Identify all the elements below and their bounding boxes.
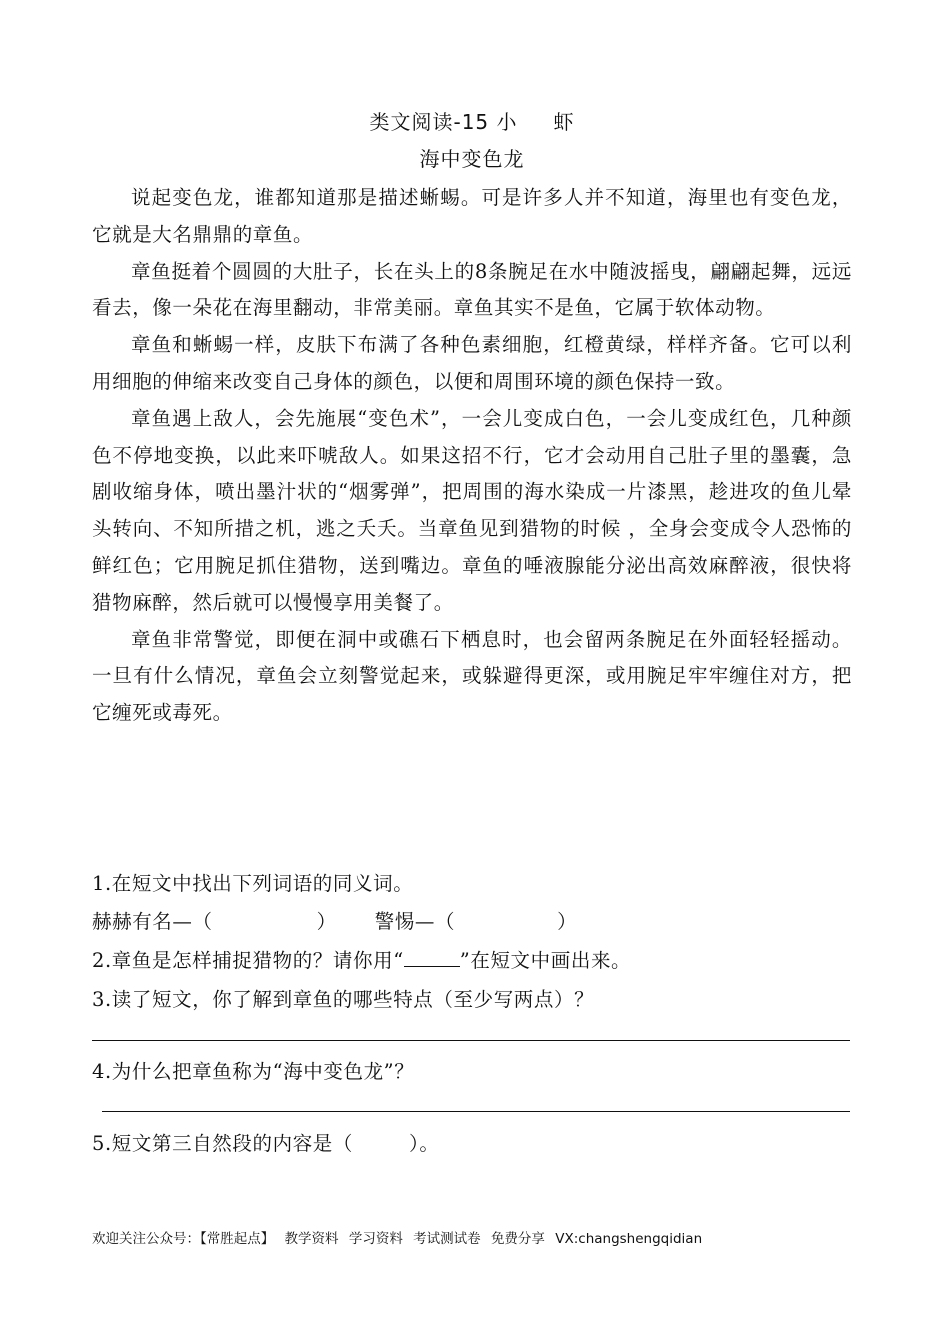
article-title: 海中变色龙 bbox=[419, 147, 525, 171]
footer-item-free: 免费分享 bbox=[490, 1231, 545, 1247]
question-1-items bbox=[92, 906, 577, 934]
paragraph-3: 章鱼和蜥蜴一样，皮肤下布满了各种色素细胞，红橙黄绿，样样齐备。它可以利用细胞的伸缩来改变自己身体的颜色，以便和周围环境的颜色保持一致。 bbox=[92, 333, 852, 393]
q2-text-before: 2.章鱼是怎样捕捉猎物的？请你用“ bbox=[92, 949, 404, 972]
q1-item-1-close: ） bbox=[316, 910, 337, 933]
q1-item-1-label: 赫赫有名—（ bbox=[92, 910, 213, 933]
footer-label: 欢迎关注公众号：【常胜起点】 bbox=[92, 1231, 275, 1247]
footer-item-teaching: 教学资料 bbox=[284, 1231, 339, 1247]
question-1: 1.在短文中找出下列词语的同义词。 bbox=[92, 872, 414, 895]
q5-text-before: 5.短文第三自然段的内容是（ bbox=[92, 1132, 354, 1155]
paragraph-5: 章鱼非常警觉，即便在洞中或礁石下栖息时，也会留两条腕足在外面轻轻摇动。一旦有什么情况，章鱼会立刻警觉起来，或躲避得更深，或用腕足牢牢缠住对方，把它缠死或毒死。 bbox=[92, 627, 852, 725]
footer-item-learning: 学习资料 bbox=[348, 1231, 403, 1247]
title-part-2: 虾 bbox=[553, 110, 575, 134]
q1-item-2-close: ） bbox=[557, 910, 578, 933]
footer-item-exams: 考试测试卷 bbox=[413, 1231, 481, 1247]
question-5 bbox=[92, 1128, 439, 1156]
question-4: 4.为什么把章鱼称为“海中变色龙”？ bbox=[92, 1060, 415, 1083]
footer-item-vx: VX:changshengqidian bbox=[555, 1231, 703, 1247]
q4-answer-line[interactable] bbox=[102, 1111, 850, 1112]
question-2 bbox=[92, 945, 631, 973]
page-title bbox=[92, 107, 852, 137]
q1-item-2-label: 警惕—（ bbox=[374, 910, 456, 933]
paragraph-1: 说起变色龙，谁都知道那是描述蜥蜴。可是许多人并不知道，海里也有变色龙，它就是大名鼎鼎的章鱼。 bbox=[92, 186, 852, 246]
q2-underline-mark bbox=[404, 952, 460, 967]
paragraph-4: 章鱼遇上敌人，会先施展“变色术”，一会儿变成白色，一会儿变成红色，几种颜色不停地变换，以此来吓唬敌人。如果这招不行，它才会动用自己肚子里的墨囊，急剧收缩身体，喷出墨汁状的“烟雾弹”，把周围的海水染成一片漆黑，趁进攻的鱼儿晕头转向、不知所措之机，逃之夭夭。当章鱼见到猎物的时候 ，全身会变成令人恐怖的鲜红色；它用腕足抓住猎物，送到嘴边。章鱼的唾液腺能分泌出高效麻醉液，很快将猎物麻醉，然后就可以慢慢享用美餐了。 bbox=[92, 406, 852, 614]
question-3: 3.读了短文，你了解到章鱼的哪些特点（至少写两点）？ bbox=[92, 988, 595, 1011]
q3-answer-line[interactable] bbox=[92, 1040, 850, 1041]
title-part-1: 类文阅读-15 小 bbox=[369, 110, 518, 134]
page-footer bbox=[92, 1229, 708, 1249]
q5-text-after: ）。 bbox=[409, 1132, 440, 1155]
article-body bbox=[92, 180, 852, 732]
paragraph-2: 章鱼挺着个圆圆的大肚子，长在头上的8条腕足在水中随波摇曳，翩翩起舞，远远看去，像一朵花在海里翻动，非常美丽。章鱼其实不是鱼，它属于软体动物。 bbox=[92, 259, 852, 320]
q2-text-after: ”在短文中画出来。 bbox=[459, 949, 632, 972]
